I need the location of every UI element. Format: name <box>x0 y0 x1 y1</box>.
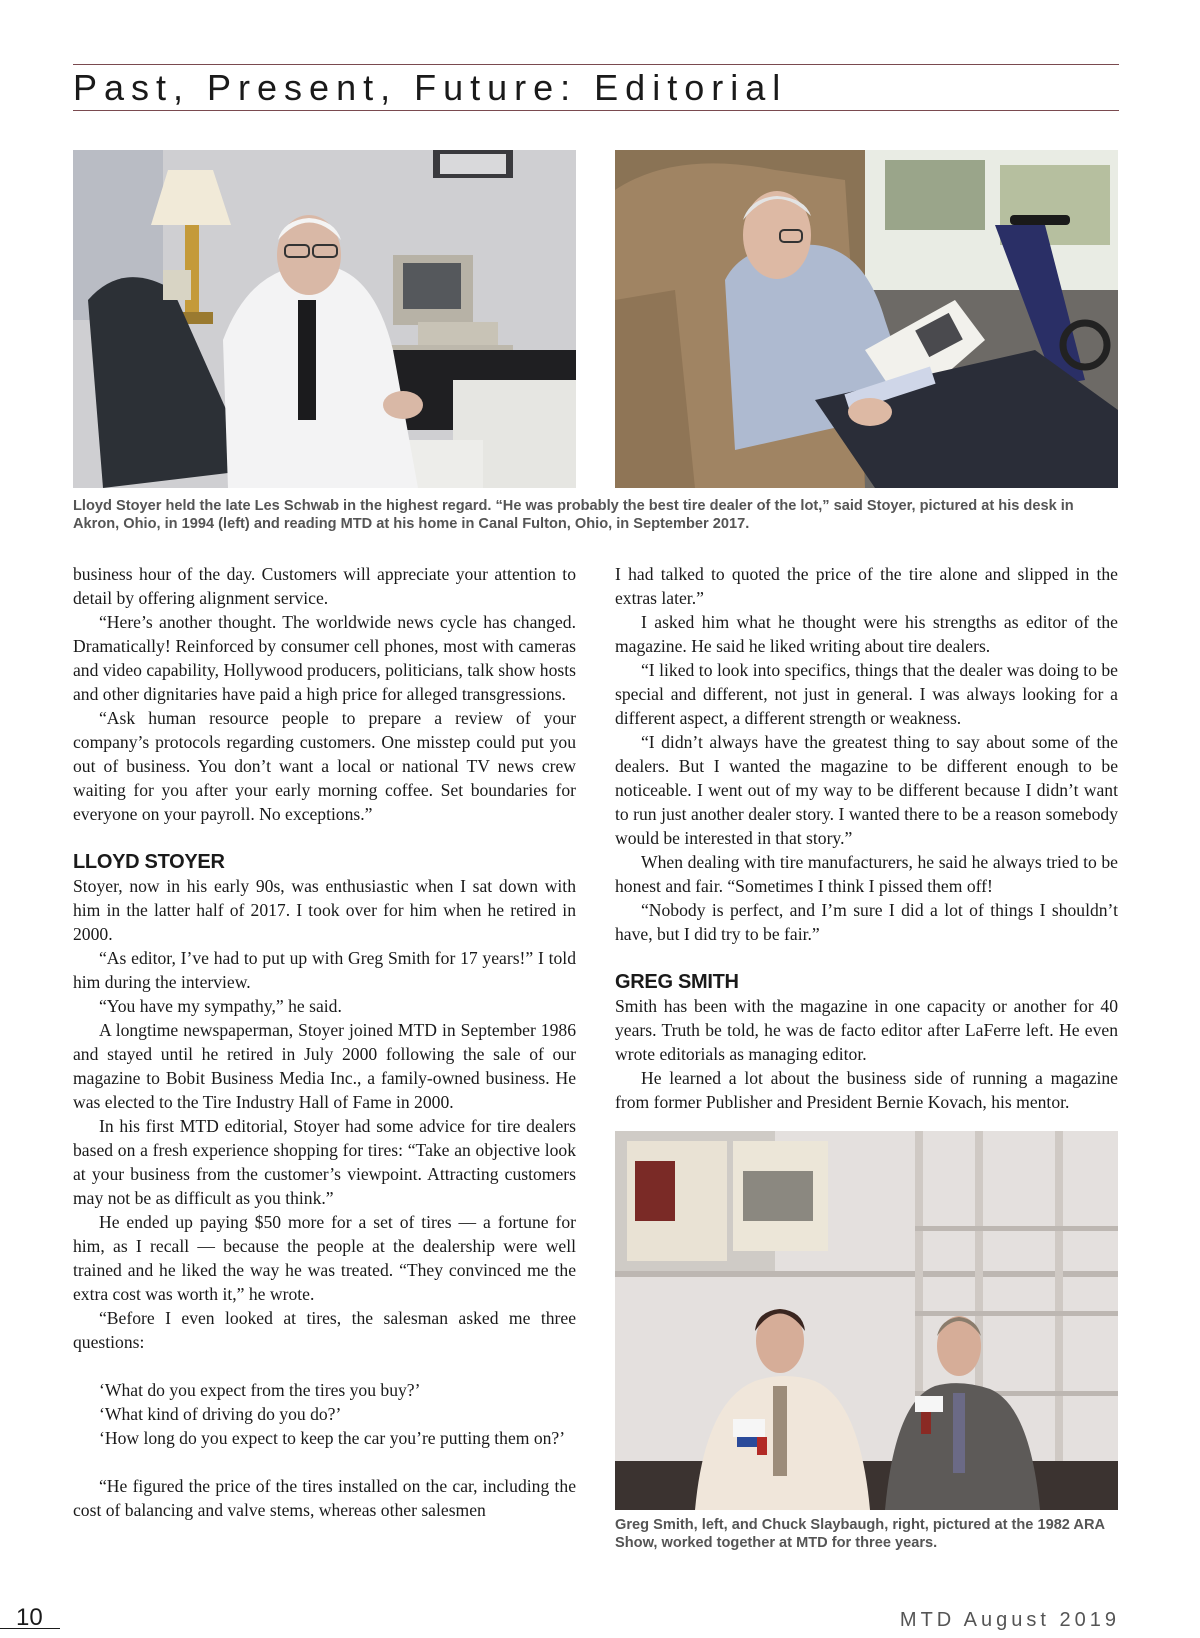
photo-stoyer-desk <box>73 150 576 488</box>
paragraph: I asked him what he thought were his strengths as editor of the magazine. He said he liked writing about tire dealers. <box>615 612 1118 656</box>
paragraph: business hour of the day. Customers will appreciate your attention to detail by offering alignment service. <box>73 564 576 608</box>
quoted-question: ‘How long do you expect to keep the car you’re putting them on?’ <box>99 1428 566 1448</box>
issue-label: MTD August 2019 <box>899 1609 1120 1631</box>
header-rule-top <box>73 64 1119 65</box>
blank-line <box>73 1354 576 1378</box>
paragraph: Stoyer, now in his early 90s, was enthusiastic when I sat down with him in the latter half of 2017. I took over for him when he retired in 2000. <box>73 876 576 944</box>
page-number-rule <box>0 1628 60 1629</box>
paragraph: “He figured the price of the tires installed on the car, including the cost of balancing and valve stems, whereas other salesmen <box>73 1476 576 1520</box>
paragraph: A longtime newspaperman, Stoyer joined MTD in September 1986 and stayed until he retired in July 2000 following the sale of our magazine to Bobit Business Media Inc., a family-owned business. He was elected to the Tire Industry Hall of Fame in 2000. <box>73 1020 576 1112</box>
article-column-right <box>615 562 1118 1114</box>
photo-caption-bottom: Greg Smith, left, and Chuck Slaybaugh, right, pictured at the 1982 ARA Show, worked together at MTD for three years. <box>615 1517 1105 1551</box>
article-column-left <box>73 562 576 1522</box>
photo-ara-show-1982 <box>615 1131 1118 1510</box>
section-title: Past, Present, Future: Editorial <box>73 67 788 108</box>
section-heading-lloyd-stoyer: LLOYD STOYER <box>73 851 225 873</box>
paragraph: He ended up paying $50 more for a set of tires — a fortune for him, as I recall — because the people at the dealership were well trained and he liked the way he was treated. “They convinced me the extra cost was worth it,” he wrote. <box>73 1212 576 1304</box>
blank-line <box>73 1450 576 1474</box>
paragraph: He learned a lot about the business side of running a magazine from former Publisher and President Bernie Kovach, his mentor. <box>615 1068 1118 1112</box>
quoted-question: ‘What kind of driving do you do?’ <box>99 1404 342 1424</box>
quoted-question: ‘What do you expect from the tires you buy?’ <box>99 1380 421 1400</box>
photo-stoyer-reading <box>615 150 1118 488</box>
paragraph: “Ask human resource people to prepare a review of your company’s protocols regarding customers. One misstep could put you out of business. You don’t want a local or national TV news crew waiting for you after your early morning coffee. Set boundaries for everyone on your payroll. No exceptions.” <box>73 708 576 824</box>
paragraph: Smith has been with the magazine in one capacity or another for 40 years. Truth be told, he was de facto editor after LaFerre left. He even wrote editorials as managing editor. <box>615 996 1118 1064</box>
paragraph: “As editor, I’ve had to put up with Greg Smith for 17 years!” I told him during the interview. <box>73 948 576 992</box>
paragraph: “Before I even looked at tires, the salesman asked me three questions: <box>73 1308 576 1352</box>
paragraph: I had talked to quoted the price of the tire alone and slipped in the extras later.” <box>615 564 1118 608</box>
paragraph: “I didn’t always have the greatest thing to say about some of the dealers. But I wanted the magazine to be different enough to be noticeable. I went out of my way to be different because I didn’t want to run just another dealer story. I wanted there to be a reason somebody would be interested in that story.” <box>615 732 1118 848</box>
paragraph: When dealing with tire manufacturers, he said he always tried to be honest and fair. “Sometimes I think I pissed them off! <box>615 852 1118 896</box>
page-number: 10 <box>16 1604 43 1631</box>
paragraph: In his first MTD editorial, Stoyer had some advice for tire dealers based on a fresh experience shopping for tires: “Take an objective look at your business from the customer’s viewpoint. Attracting customers may not be as difficult as you think.” <box>73 1116 576 1208</box>
header-rule-bottom <box>73 110 1119 111</box>
photo-caption-top: Lloyd Stoyer held the late Les Schwab in the highest regard. “He was probably the best tire dealer of the lot,” said Stoyer, pictured at his desk in Akron, Ohio, in 1994 (left) and reading MTD at his home in Canal Fulton, Ohio, in September 2017. <box>73 498 1074 532</box>
paragraph: “Here’s another thought. The worldwide news cycle has changed. Dramatically! Reinforced by consumer cell phones, most with cameras and video capability, Hollywood producers, politicians, talk show hosts and other dignitaries have paid a high price for alleged transgressions. <box>73 612 576 704</box>
section-heading-greg-smith: GREG SMITH <box>615 971 739 993</box>
paragraph: “You have my sympathy,” he said. <box>99 996 342 1016</box>
paragraph: “I liked to look into specifics, things that the dealer was doing to be special and different, not just in general. I was always looking for a different aspect, a different strength or weakness. <box>615 660 1118 728</box>
paragraph: “Nobody is perfect, and I’m sure I did a lot of things I shouldn’t have, but I did try to be fair.” <box>615 900 1118 944</box>
